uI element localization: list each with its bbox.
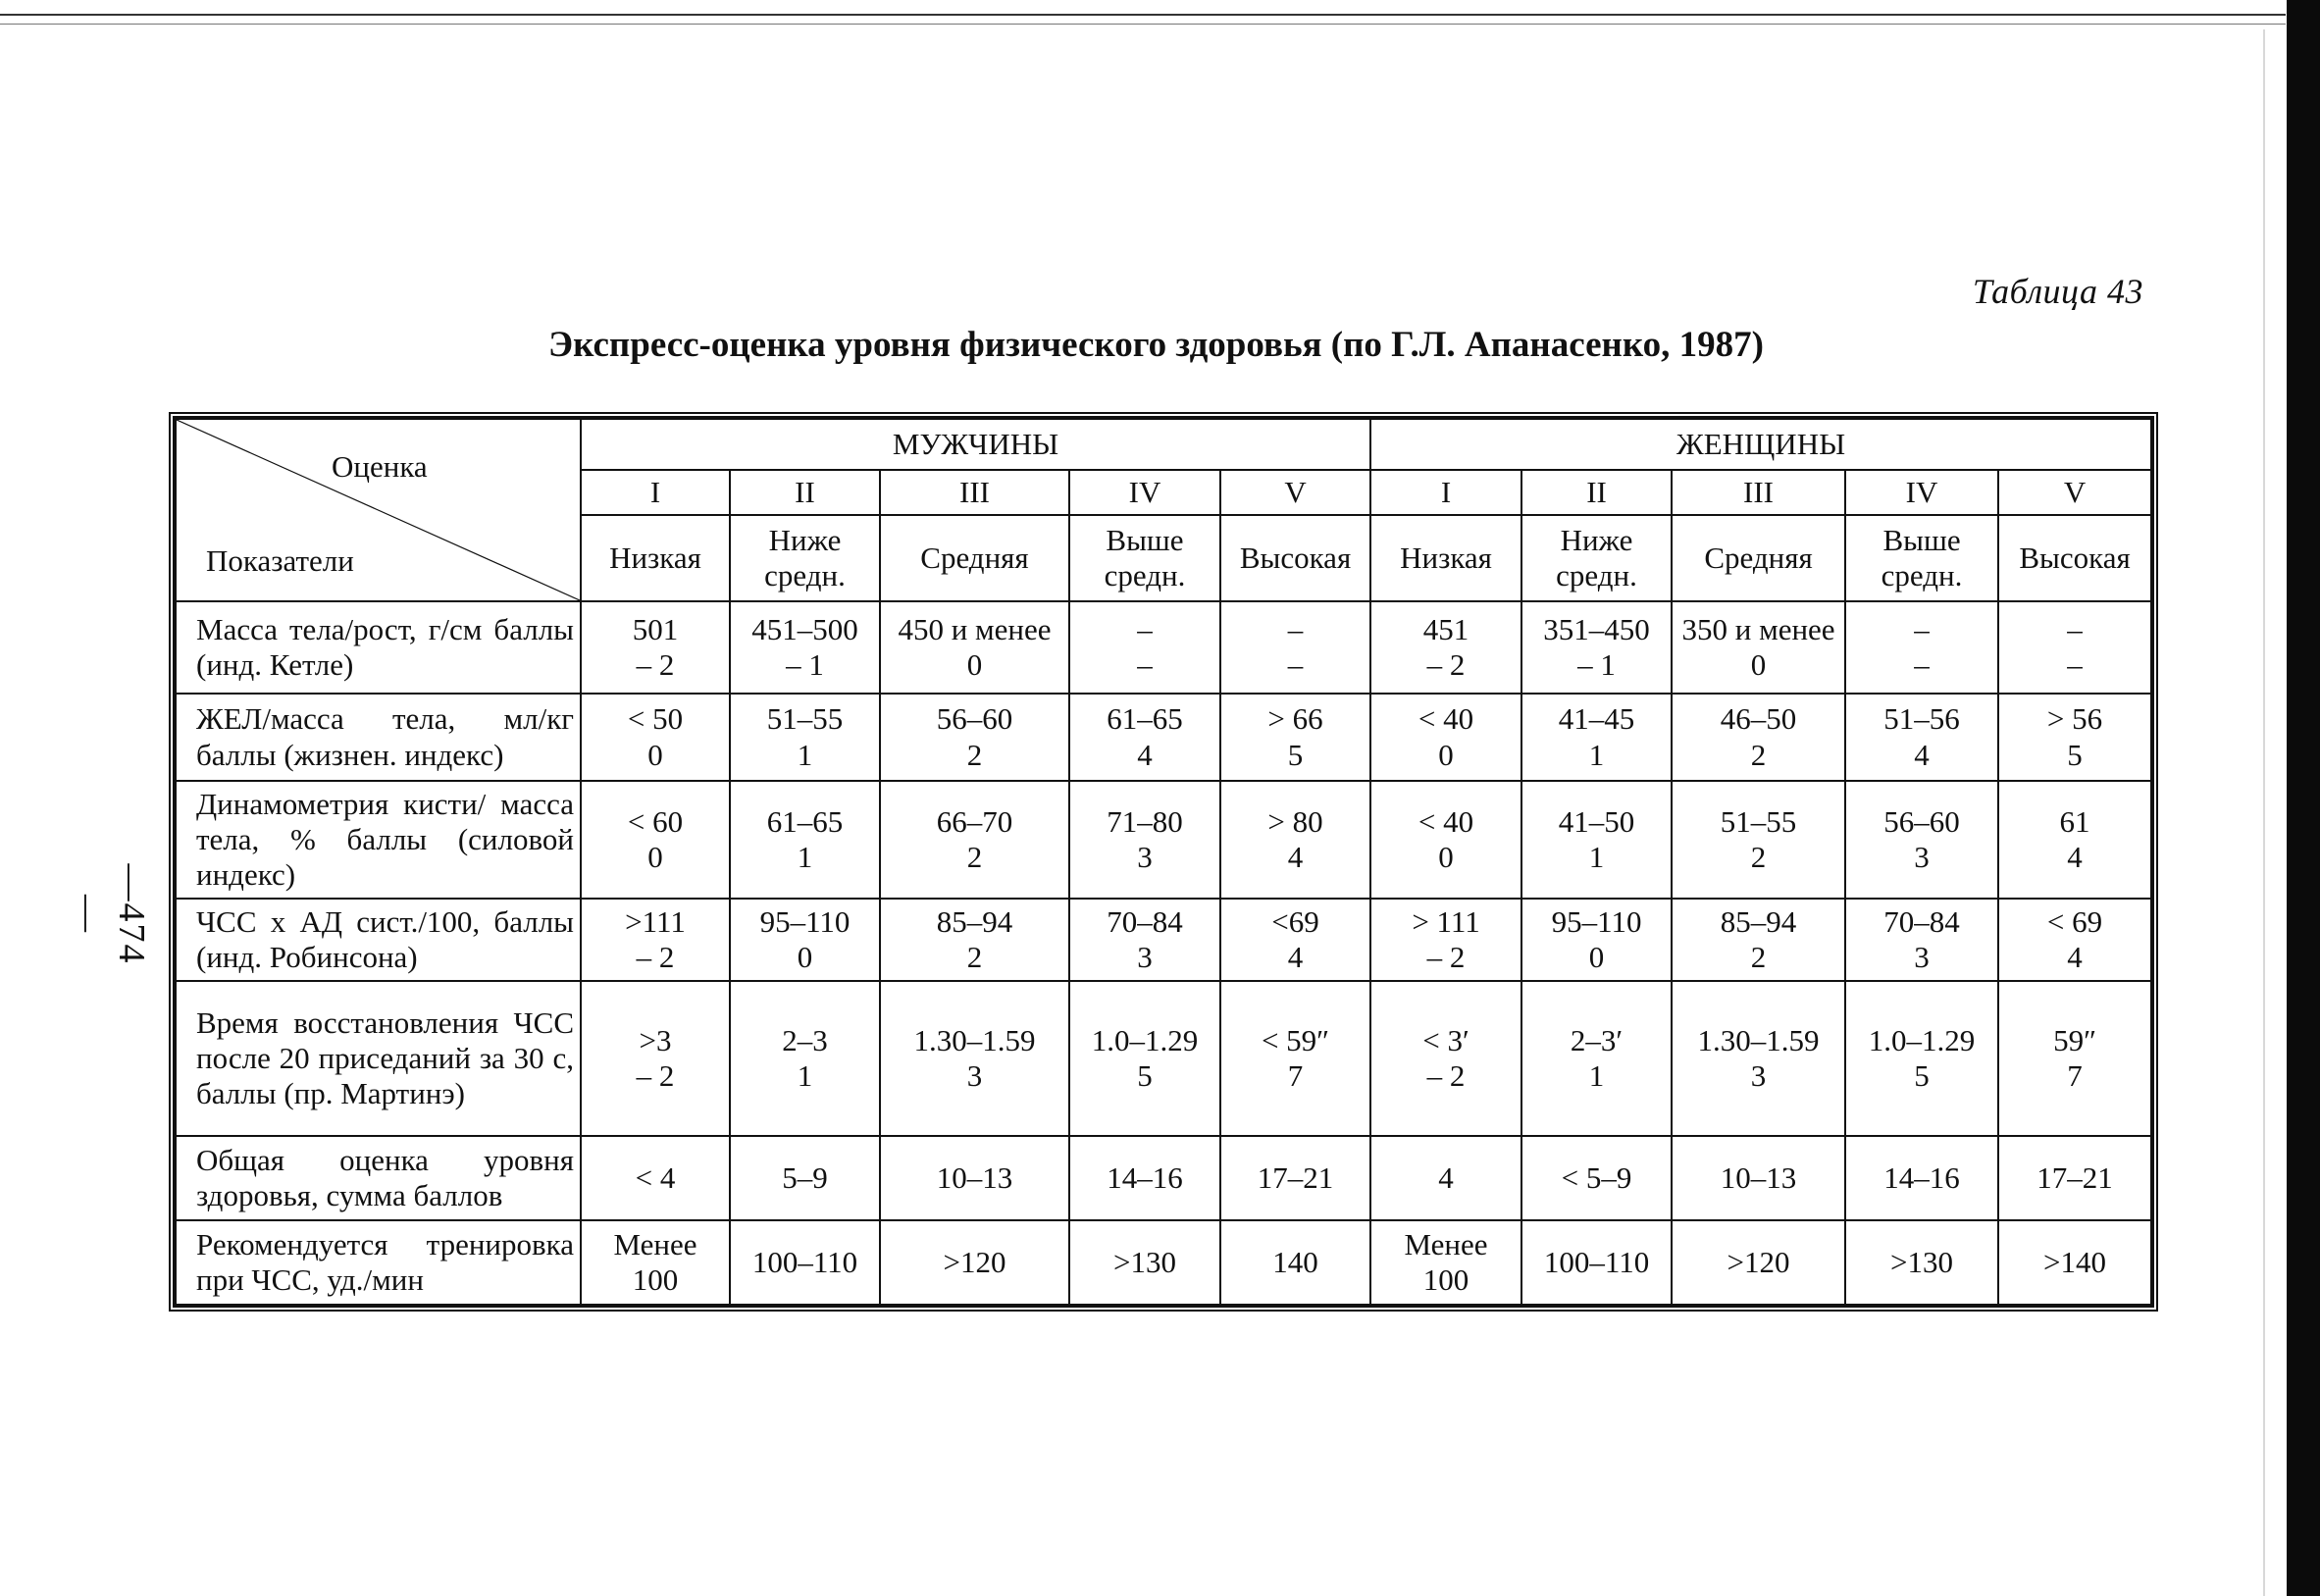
cell-line: 0 xyxy=(1438,840,1454,874)
table-row-robinson-index xyxy=(176,899,2151,981)
cell-line: 2 xyxy=(966,840,983,874)
cell-line: 1 xyxy=(797,840,813,874)
cell-line: – 2 xyxy=(636,647,675,682)
cell-line: >120 xyxy=(1727,1244,1790,1279)
cell-line: 2–3 xyxy=(782,1022,828,1057)
health-assessment-table xyxy=(169,412,2158,1312)
cell-line: 100–110 xyxy=(751,1244,858,1279)
cell-line: 4 xyxy=(1287,940,1304,974)
cell-line: 56–60 xyxy=(936,701,1013,737)
men-level-5-value xyxy=(1220,981,1370,1136)
cell-line: 2 xyxy=(1750,940,1767,974)
women-level-1-value xyxy=(1370,781,1521,899)
men-level-1-value xyxy=(581,899,730,981)
table-number: Таблица 43 xyxy=(1972,272,2143,311)
women-level-name-2 xyxy=(1521,515,1672,601)
cell-line: 41–50 xyxy=(1558,803,1635,839)
women-level-1-value xyxy=(1370,899,1521,981)
women-level-number-5: V xyxy=(1998,470,2151,515)
men-level-4-value xyxy=(1069,981,1220,1136)
cell-line: 61–65 xyxy=(766,803,844,839)
cell-line: 85–94 xyxy=(936,903,1013,939)
cell-line: 5 xyxy=(1137,1058,1153,1093)
cell-line: 3 xyxy=(1914,940,1930,974)
cell-line: >3 xyxy=(639,1022,672,1057)
cell-line: < 5–9 xyxy=(1561,1159,1632,1195)
cell-line: 41–45 xyxy=(1558,701,1635,737)
men-level-3-value xyxy=(880,1220,1069,1305)
men-level-4-value xyxy=(1069,781,1220,899)
women-level-3-value xyxy=(1672,601,1845,694)
cell-line: 4 xyxy=(1137,737,1153,772)
level-name-line: средн. xyxy=(764,558,846,592)
cell-line: < 40 xyxy=(1418,803,1474,839)
level-name-line: Низкая xyxy=(609,540,701,575)
women-level-name-1 xyxy=(1370,515,1521,601)
men-group-header: МУЖЧИНЫ xyxy=(581,419,1370,470)
table-row-quetelet-index xyxy=(176,601,2151,694)
indicators-header: Показатели xyxy=(206,542,354,578)
cell-line: < 40 xyxy=(1418,701,1474,737)
cell-line: 46–50 xyxy=(1720,701,1797,737)
cell-line: 7 xyxy=(1287,1058,1304,1093)
men-level-2-value xyxy=(730,694,880,781)
cell-line: >140 xyxy=(2043,1244,2107,1279)
cell-line: – 2 xyxy=(1426,1058,1466,1093)
men-level-name-2 xyxy=(730,515,880,601)
cell-line: – xyxy=(1914,611,1930,646)
men-level-2-value xyxy=(730,1220,880,1305)
men-level-number-4: IV xyxy=(1069,470,1220,515)
men-level-3-value xyxy=(880,1136,1069,1220)
cell-line: > 66 xyxy=(1267,701,1323,737)
table-row-martinet-test xyxy=(176,981,2151,1136)
cell-line: 4 xyxy=(1914,737,1930,772)
cell-line: 3 xyxy=(1750,1058,1767,1093)
men-level-name-4 xyxy=(1069,515,1220,601)
cell-line: >130 xyxy=(1890,1244,1954,1279)
cell-line: 10–13 xyxy=(1720,1159,1797,1195)
cell-line: 1 xyxy=(1588,840,1605,874)
cell-line: 71–80 xyxy=(1107,803,1183,839)
cell-line: 14–16 xyxy=(1107,1159,1183,1195)
table-row-vital-index xyxy=(176,694,2151,781)
women-level-2-value xyxy=(1521,601,1672,694)
cell-line: 451 xyxy=(1422,611,1469,646)
men-level-name-5 xyxy=(1220,515,1370,601)
cell-line: 70–84 xyxy=(1883,903,1960,939)
cell-line: 7 xyxy=(2067,1058,2083,1093)
cell-line: 3 xyxy=(1137,840,1153,874)
men-level-3-value xyxy=(880,601,1069,694)
men-level-name-3 xyxy=(880,515,1069,601)
women-level-number-3: III xyxy=(1672,470,1845,515)
cell-line: 1.0–1.29 xyxy=(1091,1022,1199,1057)
cell-line: < 59″ xyxy=(1261,1022,1330,1057)
cell-line: – xyxy=(1137,611,1153,646)
cell-line: 351–450 xyxy=(1543,611,1650,646)
cell-line: 95–110 xyxy=(1551,903,1642,939)
women-level-4-value xyxy=(1845,601,1998,694)
cell-line: 0 xyxy=(647,737,663,772)
cell-line: 17–21 xyxy=(2036,1159,2113,1195)
cell-line: 1.0–1.29 xyxy=(1868,1022,1976,1057)
women-level-1-value xyxy=(1370,694,1521,781)
cell-line: > 80 xyxy=(1267,803,1323,839)
level-name-line: Высокая xyxy=(2019,540,2131,575)
cell-line: 4 xyxy=(2067,840,2083,874)
indicator-label: ЖЕЛ/масса тела, мл/кг баллы (жизнен. индекс) xyxy=(176,694,581,781)
men-level-2-value xyxy=(730,781,880,899)
level-name-line: Ниже xyxy=(1560,522,1633,557)
women-level-3-value xyxy=(1672,1220,1845,1305)
women-level-5-value xyxy=(1998,899,2151,981)
cell-line: > 56 xyxy=(2046,701,2103,737)
men-level-1-value xyxy=(581,601,730,694)
women-level-5-value xyxy=(1998,1220,2151,1305)
level-name-line: Высокая xyxy=(1239,540,1352,575)
level-name-line: Средняя xyxy=(1704,540,1813,575)
cell-line: 66–70 xyxy=(936,803,1013,839)
women-level-2-value xyxy=(1521,1220,1672,1305)
cell-line: – xyxy=(2067,647,2083,682)
cell-line: 0 xyxy=(647,840,663,874)
cell-line: 0 xyxy=(966,647,983,682)
men-level-2-value xyxy=(730,899,880,981)
women-level-5-value xyxy=(1998,1136,2151,1220)
cell-line: 1 xyxy=(1588,1058,1605,1093)
cell-line: 100 xyxy=(1422,1262,1469,1297)
cell-line: < 69 xyxy=(2046,903,2103,939)
level-name-line: Средняя xyxy=(920,540,1029,575)
cell-line: 1.30–1.59 xyxy=(1697,1022,1820,1057)
men-level-number-1: I xyxy=(581,470,730,515)
cell-line: 100–110 xyxy=(1543,1244,1650,1279)
cell-line: 70–84 xyxy=(1107,903,1183,939)
women-level-name-4 xyxy=(1845,515,1998,601)
women-level-3-value xyxy=(1672,694,1845,781)
cell-line: – xyxy=(1137,647,1153,682)
men-level-name-1 xyxy=(581,515,730,601)
page-edge-line xyxy=(2263,29,2265,1596)
indicator-label: Время восстановления ЧСС после 20 приседаний за 30 с, баллы (пр. Мартинэ) xyxy=(176,981,581,1136)
women-level-1-value xyxy=(1370,601,1521,694)
cell-line: 59″ xyxy=(2053,1022,2096,1057)
indicator-label: Масса тела/рост, г/см баллы (инд. Кетле) xyxy=(176,601,581,694)
men-level-1-value xyxy=(581,1136,730,1220)
cell-line: < 3′ xyxy=(1422,1022,1469,1057)
women-level-1-value xyxy=(1370,1136,1521,1220)
women-level-5-value xyxy=(1998,601,2151,694)
cell-line: 17–21 xyxy=(1257,1159,1334,1195)
men-level-1-value xyxy=(581,981,730,1136)
level-name-line: средн. xyxy=(1881,558,1963,592)
cell-line: 3 xyxy=(1914,840,1930,874)
women-level-4-value xyxy=(1845,694,1998,781)
cell-line: – 2 xyxy=(1426,647,1466,682)
cell-line: < 50 xyxy=(627,701,684,737)
indicator-label: ЧСС х АД сист./100, баллы (инд. Робинсона) xyxy=(176,899,581,981)
table-grid xyxy=(175,418,2152,1306)
men-level-4-value xyxy=(1069,1220,1220,1305)
men-level-number-5: V xyxy=(1220,470,1370,515)
cell-line: 85–94 xyxy=(1720,903,1797,939)
cell-line: 1 xyxy=(797,1058,813,1093)
men-level-5-value xyxy=(1220,1220,1370,1305)
cell-line: 0 xyxy=(1438,737,1454,772)
cell-line: 0 xyxy=(1750,647,1767,682)
table-row-strength-index xyxy=(176,781,2151,899)
women-level-2-value xyxy=(1521,1136,1672,1220)
cell-line: 501 xyxy=(632,611,679,646)
women-level-5-value xyxy=(1998,981,2151,1136)
cell-line: 5–9 xyxy=(782,1159,828,1195)
men-level-4-value xyxy=(1069,899,1220,981)
men-level-number-3: III xyxy=(880,470,1069,515)
cell-line: – 2 xyxy=(1426,940,1466,974)
women-level-number-2: II xyxy=(1521,470,1672,515)
cell-line: 1.30–1.59 xyxy=(913,1022,1036,1057)
table-body xyxy=(176,601,2151,1305)
cell-line: 5 xyxy=(2067,737,2083,772)
table-title: Экспресс-оценка уровня физического здоровья (по Г.Л. Апанасенко, 1987) xyxy=(548,325,1764,365)
assessment-header: Оценка xyxy=(332,449,428,484)
men-level-2-value xyxy=(730,1136,880,1220)
women-level-1-value xyxy=(1370,1220,1521,1305)
cell-line: – 2 xyxy=(636,1058,675,1093)
women-level-name-3 xyxy=(1672,515,1845,601)
cell-line: 1 xyxy=(1588,737,1605,772)
level-name-line: Низкая xyxy=(1400,540,1492,575)
women-level-2-value xyxy=(1521,899,1672,981)
cell-line: 2 xyxy=(966,940,983,974)
men-level-2-value xyxy=(730,601,880,694)
women-level-3-value xyxy=(1672,1136,1845,1220)
cell-line: 5 xyxy=(1287,737,1304,772)
cell-line: 5 xyxy=(1914,1058,1930,1093)
level-name-line: средн. xyxy=(1556,558,1637,592)
women-level-name-5 xyxy=(1998,515,2151,601)
men-level-1-value xyxy=(581,694,730,781)
cell-line: 51–56 xyxy=(1883,701,1960,737)
cell-line: < 4 xyxy=(635,1159,676,1195)
women-level-3-value xyxy=(1672,981,1845,1136)
women-level-5-value xyxy=(1998,781,2151,899)
cell-line: – xyxy=(2067,611,2083,646)
women-level-2-value xyxy=(1521,781,1672,899)
cell-line: >120 xyxy=(943,1244,1006,1279)
indicator-label: Динамометрия кисти/ масса тела, % баллы (силовой индекс) xyxy=(176,781,581,899)
table-row-total-score xyxy=(176,1136,2151,1220)
indicator-label: Рекомендуется тренировка при ЧСС, уд./мин xyxy=(176,1220,581,1305)
cell-line: >130 xyxy=(1113,1244,1176,1279)
cell-line: 95–110 xyxy=(759,903,851,939)
women-level-4-value xyxy=(1845,1220,1998,1305)
men-level-5-value xyxy=(1220,601,1370,694)
men-level-4-value xyxy=(1069,694,1220,781)
women-group-header: ЖЕНЩИНЫ xyxy=(1370,419,2151,470)
cell-line: – 1 xyxy=(786,647,824,682)
cell-line: 0 xyxy=(1588,940,1605,974)
women-level-4-value xyxy=(1845,1136,1998,1220)
men-level-3-value xyxy=(880,694,1069,781)
level-name-line: Ниже xyxy=(768,522,842,557)
cell-line: – xyxy=(1914,647,1930,682)
cell-line: 61–65 xyxy=(1107,701,1183,737)
women-level-2-value xyxy=(1521,694,1672,781)
cell-line: 14–16 xyxy=(1883,1159,1960,1195)
scan-line-top xyxy=(0,14,2286,16)
cell-line: 56–60 xyxy=(1883,803,1960,839)
cell-line: < 60 xyxy=(627,803,684,839)
diagonal-header-cell xyxy=(176,419,581,601)
men-level-1-value xyxy=(581,781,730,899)
men-level-5-value xyxy=(1220,781,1370,899)
cell-line: – xyxy=(1287,647,1304,682)
cell-line: 4 xyxy=(2067,940,2083,974)
women-level-number-1: I xyxy=(1370,470,1521,515)
cell-line: 2 xyxy=(1750,737,1767,772)
cell-line: 3 xyxy=(966,1058,983,1093)
women-level-2-value xyxy=(1521,981,1672,1136)
men-level-5-value xyxy=(1220,694,1370,781)
cell-line: >111 xyxy=(625,903,686,939)
cell-line: 4 xyxy=(1287,840,1304,874)
cell-line: 51–55 xyxy=(1720,803,1797,839)
men-level-4-value xyxy=(1069,601,1220,694)
cell-line: 100 xyxy=(632,1262,679,1297)
cell-line: 0 xyxy=(797,940,813,974)
men-level-1-value xyxy=(581,1220,730,1305)
cell-line: 2 xyxy=(966,737,983,772)
table-row-training-heart-rate xyxy=(176,1220,2151,1305)
cell-line: Менее xyxy=(1404,1226,1488,1261)
cell-line: 450 и менее xyxy=(898,611,1052,646)
men-level-5-value xyxy=(1220,1136,1370,1220)
level-name-line: Выше xyxy=(1106,522,1184,557)
cell-line: 1 xyxy=(797,737,813,772)
cell-line: 350 и менее xyxy=(1681,611,1835,646)
cell-line: <69 xyxy=(1271,903,1319,939)
men-level-2-value xyxy=(730,981,880,1136)
women-level-3-value xyxy=(1672,899,1845,981)
level-name-line: средн. xyxy=(1104,558,1186,592)
cell-line: > 111 xyxy=(1412,903,1480,939)
men-level-4-value xyxy=(1069,1136,1220,1220)
level-name-line: Выше xyxy=(1882,522,1961,557)
group-header-row xyxy=(176,419,2151,470)
page-number: —474— xyxy=(68,863,152,965)
cell-line: – 2 xyxy=(636,940,675,974)
women-level-1-value xyxy=(1370,981,1521,1136)
men-level-3-value xyxy=(880,781,1069,899)
cell-line: 51–55 xyxy=(766,701,844,737)
women-level-4-value xyxy=(1845,981,1998,1136)
men-level-3-value xyxy=(880,899,1069,981)
women-level-5-value xyxy=(1998,694,2151,781)
scan-line-second xyxy=(0,24,2286,25)
cell-line: – xyxy=(1287,611,1304,646)
cell-line: 4 xyxy=(1438,1159,1454,1195)
cell-line: – 1 xyxy=(1577,647,1616,682)
women-level-4-value xyxy=(1845,899,1998,981)
cell-line: 2–3′ xyxy=(1570,1022,1624,1057)
women-level-4-value xyxy=(1845,781,1998,899)
cell-line: Менее xyxy=(613,1226,697,1261)
men-level-number-2: II xyxy=(730,470,880,515)
men-level-5-value xyxy=(1220,899,1370,981)
cell-line: 3 xyxy=(1137,940,1153,974)
cell-line: 2 xyxy=(1750,840,1767,874)
men-level-3-value xyxy=(880,981,1069,1136)
page-edge-shadow xyxy=(2287,0,2320,1596)
indicator-label: Общая оценка уровня здоровья, сумма баллов xyxy=(176,1136,581,1220)
cell-line: 140 xyxy=(1272,1244,1318,1279)
women-level-number-4: IV xyxy=(1845,470,1998,515)
cell-line: 10–13 xyxy=(936,1159,1013,1195)
cell-line: 61 xyxy=(2059,803,2090,839)
women-level-3-value xyxy=(1672,781,1845,899)
cell-line: 451–500 xyxy=(751,611,858,646)
